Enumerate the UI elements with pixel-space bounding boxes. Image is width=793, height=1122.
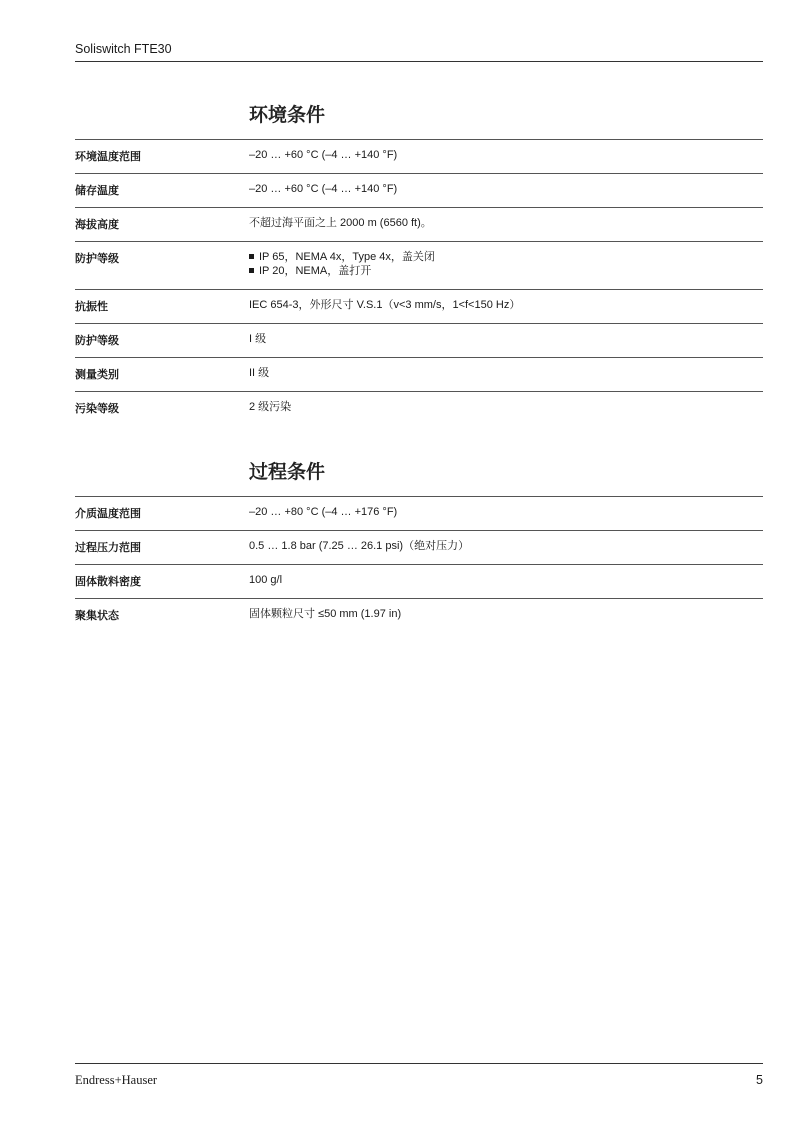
table-row [75,392,763,426]
row-value: 固体颗粒尺寸 ≤50 mm (1.97 in) [249,608,402,620]
row-label: 过程压力范围 [75,541,141,554]
page-header [75,41,763,62]
table-row [75,324,763,358]
process-spec-table [75,496,763,633]
company-name: Endress+Hauser [75,1073,158,1087]
table-row [75,208,763,242]
row-value: II 级 [249,367,270,379]
row-label: 介质温度范围 [75,507,141,520]
row-value: IEC 654-3，外形尺寸 V.S.1（v<3 mm/s，1<f<150 Hz） [249,299,521,311]
environment-spec-table [75,139,763,426]
row-value-list [249,250,435,278]
table-row [75,531,763,565]
row-value: 2 级污染 [249,401,292,413]
table-row [75,599,763,633]
row-label: 污染等级 [75,402,119,415]
row-value: –20 … +80 °C (–4 … +176 °F) [249,506,398,518]
row-value: 0.5 … 1.8 bar (7.25 … 26.1 psi)（绝对压力） [249,540,470,552]
table-row [75,290,763,324]
row-label: 测量类别 [75,368,119,381]
table-row [75,174,763,208]
bullet-icon [249,268,254,273]
row-label: 防护等级 [75,252,119,265]
row-label: 固体散料密度 [75,575,141,588]
row-value: –20 … +60 °C (–4 … +140 °F) [249,149,398,161]
row-label: 防护等级 [75,334,119,347]
page-number: 5 [756,1073,763,1087]
row-value: 不超过海平面之上 2000 m (6560 ft)。 [249,217,432,229]
row-label: 环境温度范围 [75,150,141,163]
list-item [249,264,435,278]
bullet-icon [249,254,254,259]
table-row [75,140,763,174]
list-item-text: IP 65，NEMA 4x，Type 4x，盖关闭 [259,251,435,263]
row-label: 储存温度 [75,184,119,197]
section-title-process: 过程条件 [249,461,326,483]
row-label: 聚集状态 [75,609,119,622]
table-row [75,565,763,599]
row-value: I 级 [249,333,267,345]
document-title: Soliswitch FTE30 [75,42,172,56]
page-footer [75,1063,763,1087]
table-row [75,358,763,392]
row-value: 100 g/l [249,574,283,586]
row-label: 抗振性 [75,300,108,313]
list-item-text: IP 20，NEMA，盖打开 [259,265,372,277]
section-title-environment: 环境条件 [249,104,326,126]
list-item [249,250,435,264]
row-label: 海拔高度 [75,218,119,231]
table-row [75,497,763,531]
row-value: –20 … +60 °C (–4 … +140 °F) [249,183,398,195]
table-row [75,242,763,290]
